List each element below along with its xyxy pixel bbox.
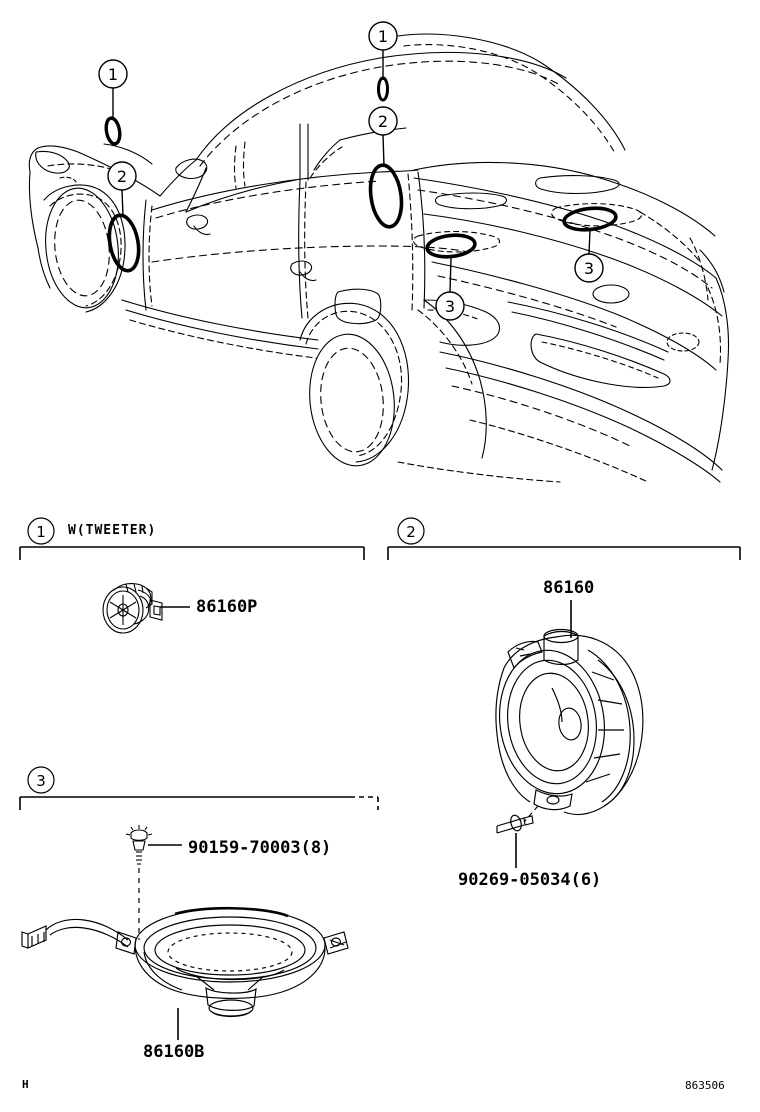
speaker-harness-icon bbox=[22, 919, 128, 948]
part-label-90269-05034: 90269-05034(6) bbox=[458, 870, 602, 890]
svg-text:3: 3 bbox=[36, 772, 46, 790]
section-3-balloon bbox=[28, 767, 54, 793]
rear-deck-speaker-icon bbox=[116, 908, 348, 1017]
footer-left-code: H bbox=[22, 1078, 29, 1091]
svg-text:3: 3 bbox=[583, 259, 595, 278]
part-label-90159-70003: 90159-70003(8) bbox=[188, 838, 332, 858]
section-3-bracket bbox=[20, 797, 378, 810]
section-1-title: W(TWEETER) bbox=[68, 523, 157, 538]
svg-text:2: 2 bbox=[406, 523, 416, 541]
svg-text:3: 3 bbox=[444, 297, 456, 316]
footer-right-code: 863506 bbox=[685, 1079, 725, 1092]
svg-text:2: 2 bbox=[116, 167, 128, 186]
part-label-86160P: 86160P bbox=[196, 597, 258, 617]
svg-text:1: 1 bbox=[377, 27, 389, 46]
svg-text:1: 1 bbox=[36, 523, 46, 541]
svg-text:1: 1 bbox=[107, 65, 119, 84]
part-label-86160B: 86160B bbox=[143, 1042, 205, 1062]
svg-text:2: 2 bbox=[377, 112, 389, 131]
part-label-86160: 86160 bbox=[543, 578, 595, 598]
